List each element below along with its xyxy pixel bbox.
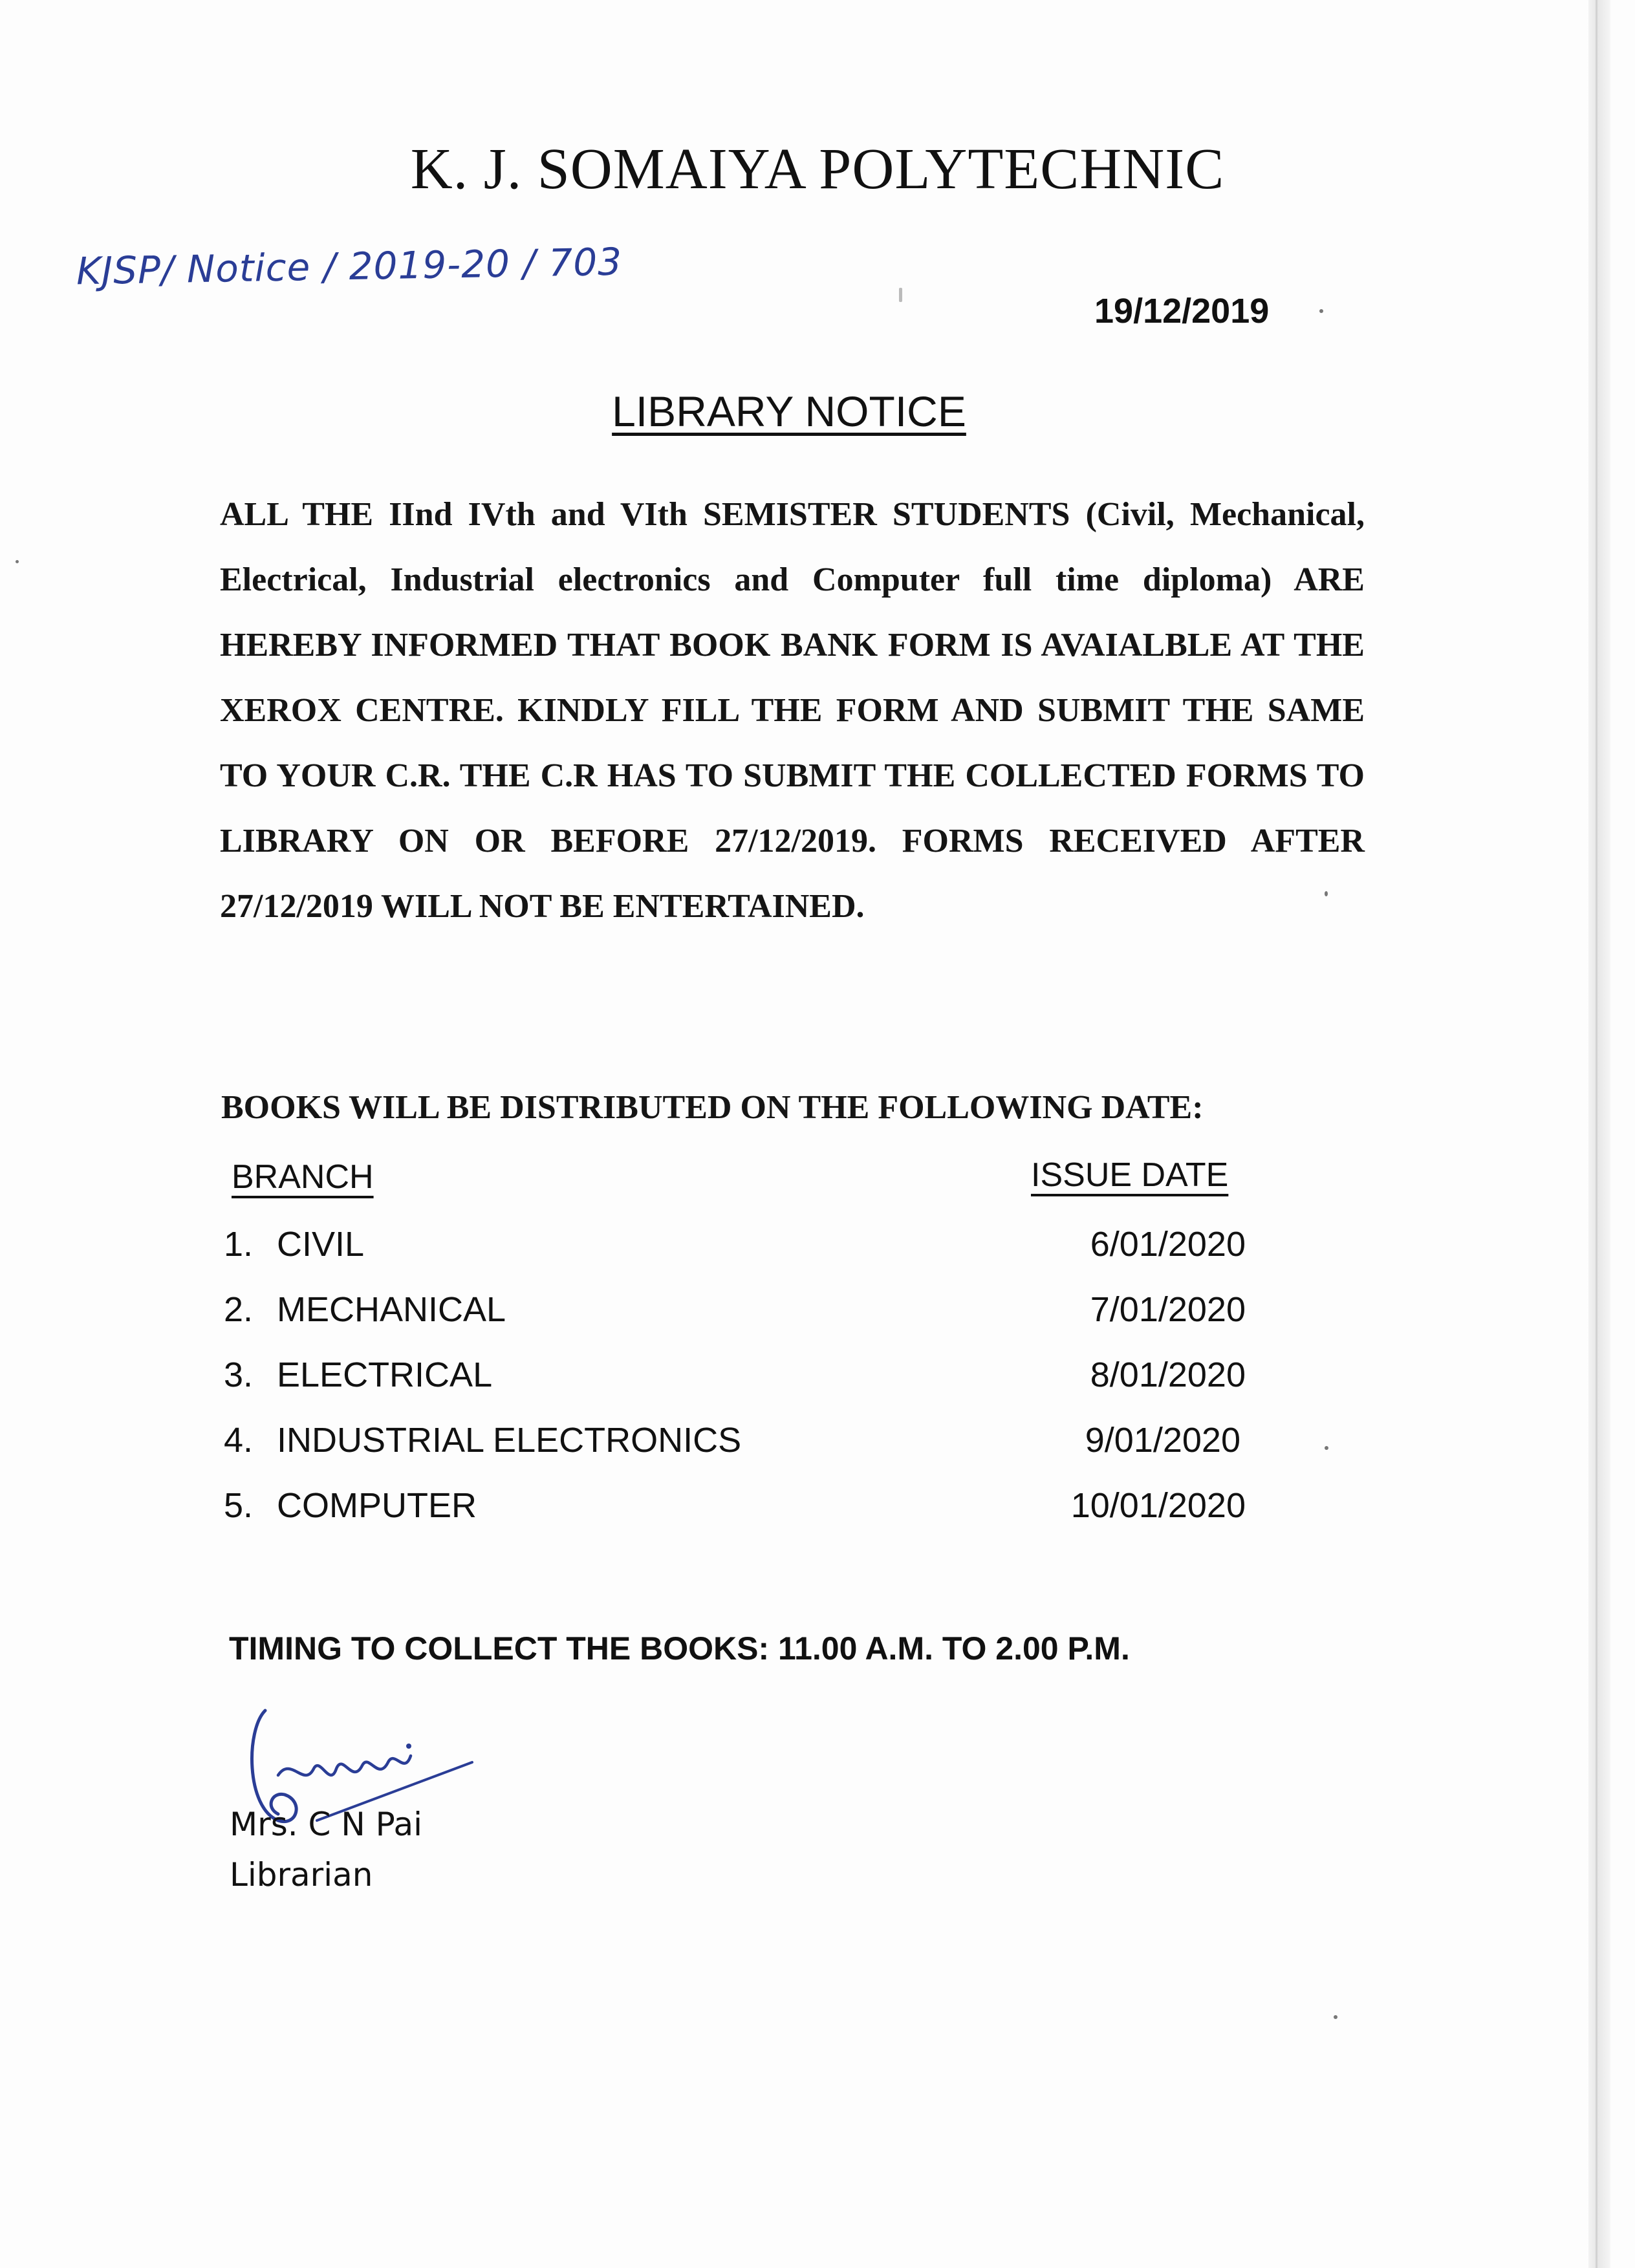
scan-edge-line (1596, 0, 1597, 2268)
branch-column-header: BRANCH (232, 1158, 374, 1196)
issue-date: 9/01/2020 (1085, 1421, 1240, 1460)
schedule-row (224, 1485, 1246, 1531)
row-number: 2. (224, 1290, 254, 1329)
notice-title (0, 387, 1578, 436)
branch-name: CIVIL (277, 1225, 365, 1264)
issue-date: 8/01/2020 (1090, 1355, 1246, 1394)
scan-speck (1319, 309, 1323, 313)
schedule-row (224, 1420, 1246, 1465)
scan-edge (1588, 0, 1610, 2268)
scan-speck (1334, 2015, 1337, 2019)
collection-timing: TIMING TO COLLECT THE BOOKS: 11.00 A.M. TO 2.00 P.M. (229, 1630, 1130, 1667)
notice-title-text: LIBRARY NOTICE (612, 387, 966, 435)
issue-date: 10/01/2020 (1070, 1486, 1246, 1525)
institute-name: K. J. SOMAIYA POLYTECHNIC (410, 137, 1225, 201)
schedule-row (224, 1355, 1246, 1400)
notice-body: ALL THE IInd IVth and VIth SEMISTER STUDENTS (Civil, Mechanical, Electrical, Industrial electronics and Computer full time diploma) ARE HEREBY INFORMED THAT BOOK BANK FORM IS AVAIALBLE AT THE XEROX CENTRE. KINDLY FILL THE FORM AND SUBMIT THE SAME TO YOUR C.R. THE C.R HAS TO SUBMIT THE COLLECTED FORMS TO LIBRARY ON OR BEFORE 27/12/2019. FORMS RECEIVED AFTER 27/12/2019 WILL NOT BE ENTERTAINED. (220, 496, 1365, 925)
row-number: 5. (224, 1486, 254, 1525)
branch-name: COMPUTER (277, 1486, 477, 1525)
row-number: 1. (224, 1225, 254, 1264)
scan-speck (1325, 1446, 1328, 1450)
signatory-name: Mrs. C N Pai (230, 1806, 423, 1843)
branch-name: ELECTRICAL (277, 1355, 493, 1394)
distribution-intro: BOOKS WILL BE DISTRIBUTED ON THE FOLLOWING DATE: (221, 1089, 1204, 1126)
schedule-row (224, 1290, 1246, 1335)
issue-date-column-header: ISSUE DATE (1031, 1156, 1229, 1194)
handwritten-reference-number: KJSP/ Notice / 2019-20 / 703 (76, 239, 623, 294)
notice-date: 19/12/2019 (1094, 292, 1270, 330)
scan-speck (1325, 891, 1328, 896)
scan-speck (16, 560, 19, 563)
scan-speck (899, 288, 902, 302)
signatory-title: Librarian (230, 1856, 373, 1894)
schedule-row (224, 1224, 1246, 1269)
issue-date: 7/01/2020 (1090, 1290, 1246, 1329)
branch-name: MECHANICAL (277, 1290, 506, 1329)
row-number: 4. (224, 1421, 254, 1460)
row-number: 3. (224, 1355, 254, 1394)
issue-date: 6/01/2020 (1090, 1225, 1246, 1264)
branch-name: INDUSTRIAL ELECTRONICS (277, 1421, 742, 1460)
